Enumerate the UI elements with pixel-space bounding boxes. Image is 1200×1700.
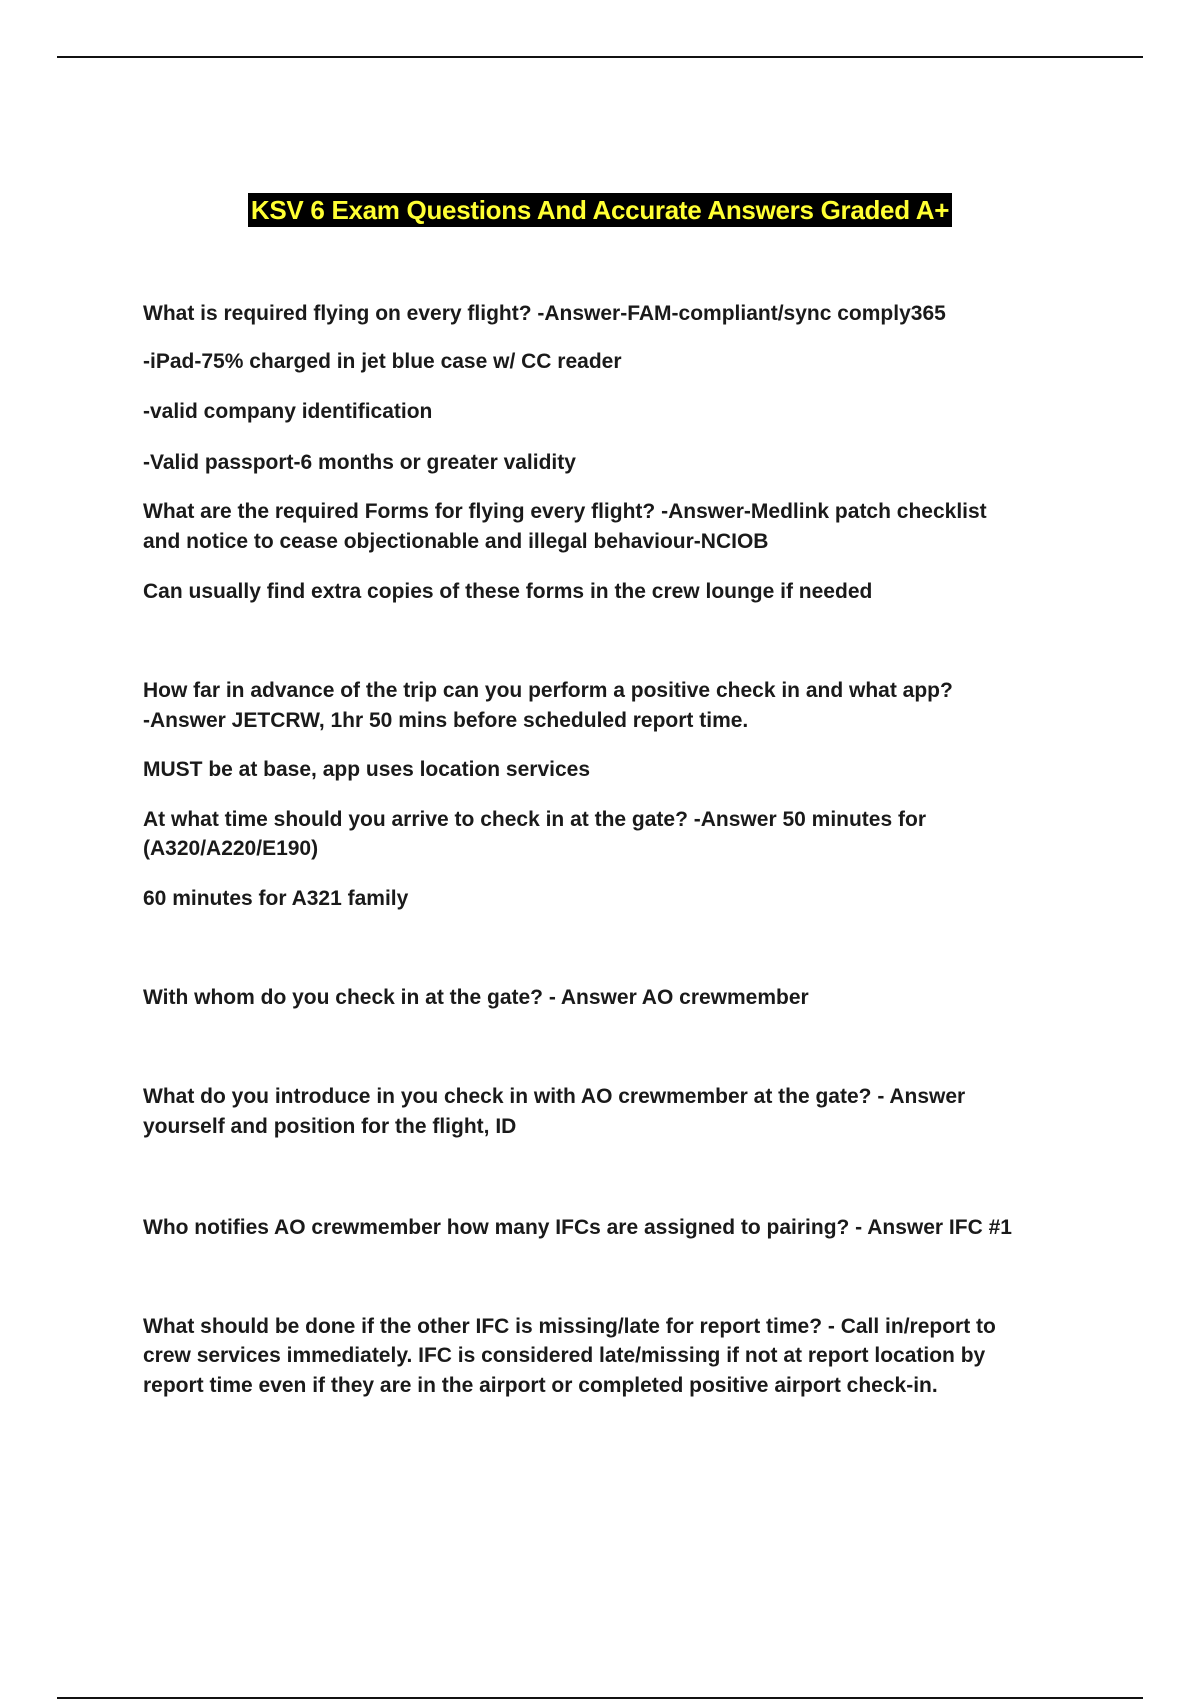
qa-line: -Answer JETCRW, 1hr 50 mins before scheduled report time.: [143, 709, 749, 732]
title-block: [0, 193, 1200, 227]
qa-line: With whom do you check in at the gate? - Answer AO crewmember: [143, 986, 809, 1009]
qa-line: (A320/A220/E190): [143, 837, 319, 860]
qa-line: report time even if they are in the airport or completed positive airport check-in.: [143, 1374, 938, 1397]
qa-line: -iPad-75% charged in jet blue case w/ CC reader: [143, 350, 622, 373]
qa-line: crew services immediately. IFC is considered late/missing if not at report location by: [143, 1344, 986, 1367]
qa-line: What should be done if the other IFC is missing/late for report time? - Call in/report to: [143, 1315, 996, 1338]
qa-line: What are the required Forms for flying every flight? -Answer-Medlink patch checklist: [143, 500, 987, 523]
qa-line: Who notifies AO crewmember how many IFCs are assigned to pairing? - Answer IFC #1: [143, 1216, 1012, 1239]
qa-line: What do you introduce in you check in with AO crewmember at the gate? - Answer: [143, 1085, 966, 1108]
bottom-rule: [57, 1697, 1143, 1699]
qa-line: Can usually find extra copies of these forms in the crew lounge if needed: [143, 580, 873, 603]
document-title: KSV 6 Exam Questions And Accurate Answers Graded A+: [248, 193, 952, 227]
qa-line: How far in advance of the trip can you perform a positive check in and what app?: [143, 679, 953, 702]
qa-line: At what time should you arrive to check in at the gate? -Answer 50 minutes for: [143, 808, 926, 831]
qa-line: yourself and position for the flight, ID: [143, 1115, 517, 1138]
qa-line: and notice to cease objectionable and illegal behaviour-NCIOB: [143, 530, 769, 553]
qa-line: 60 minutes for A321 family: [143, 887, 409, 910]
qa-line: -valid company identification: [143, 400, 433, 423]
qa-line: -Valid passport-6 months or greater validity: [143, 451, 576, 474]
top-rule: [57, 56, 1143, 58]
qa-line: What is required flying on every flight? -Answer-FAM-compliant/sync comply365: [143, 302, 946, 325]
qa-line: MUST be at base, app uses location services: [143, 758, 590, 781]
